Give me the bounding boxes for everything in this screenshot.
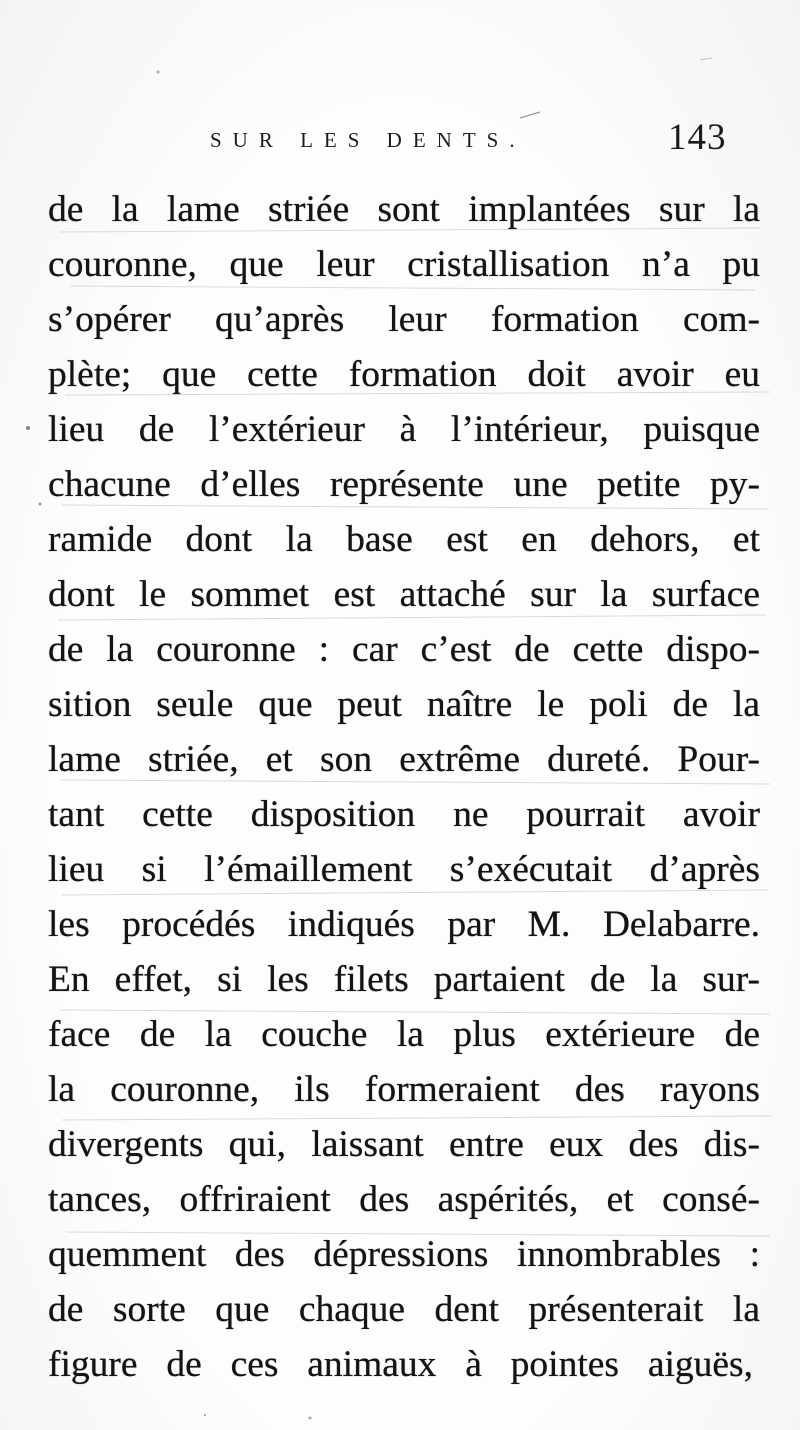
text-line: de la couronne : car c’est de cette dispo- (48, 629, 760, 670)
text-line: plète; que cette formation doit avoir eu (48, 354, 760, 395)
text-line: les procédés indiqués par M. Delabarre. (48, 904, 760, 945)
text-line: de sorte que chaque dent présenterait la (48, 1289, 760, 1330)
text-line: chacune d’elles représente une petite py- (48, 464, 760, 505)
text-line: En effet, si les filets partaient de la sur- (48, 959, 760, 1000)
page-number: 143 (668, 117, 727, 158)
text-line: de la lame striée sont implantées sur la (48, 189, 760, 230)
text-line: figure de ces animaux à pointes aiguës, (48, 1344, 753, 1385)
text-line: dont le sommet est attaché sur la surface (48, 574, 760, 615)
text-line: couronne, que leur cristallisation n’a pu (48, 244, 760, 285)
text-line: lame striée, et son extrême dureté. Pour- (48, 739, 760, 780)
text-line: lieu de l’extérieur à l’intérieur, puisque (48, 409, 760, 450)
text-line: tances, offriraient des aspérités, et consé- (48, 1179, 760, 1220)
text-line: quemment des dépressions innombrables : (48, 1234, 760, 1275)
text-line: s’opérer qu’après leur formation com- (48, 299, 760, 340)
text-line: lieu si l’émaillement s’exécutait d’après (48, 849, 760, 890)
running-title: SUR LES DENTS. (210, 128, 526, 152)
text-line: tant cette disposition ne pourrait avoir (48, 794, 760, 835)
text-line: face de la couche la plus extérieure de (48, 1014, 760, 1055)
text-line: ramide dont la base est en dehors, et (48, 519, 760, 560)
text-line: sition seule que peut naître le poli de la (48, 684, 760, 725)
text-line: divergents qui, laissant entre eux des dis- (48, 1124, 760, 1165)
text-line: la couronne, ils formeraient des rayons (48, 1069, 760, 1110)
